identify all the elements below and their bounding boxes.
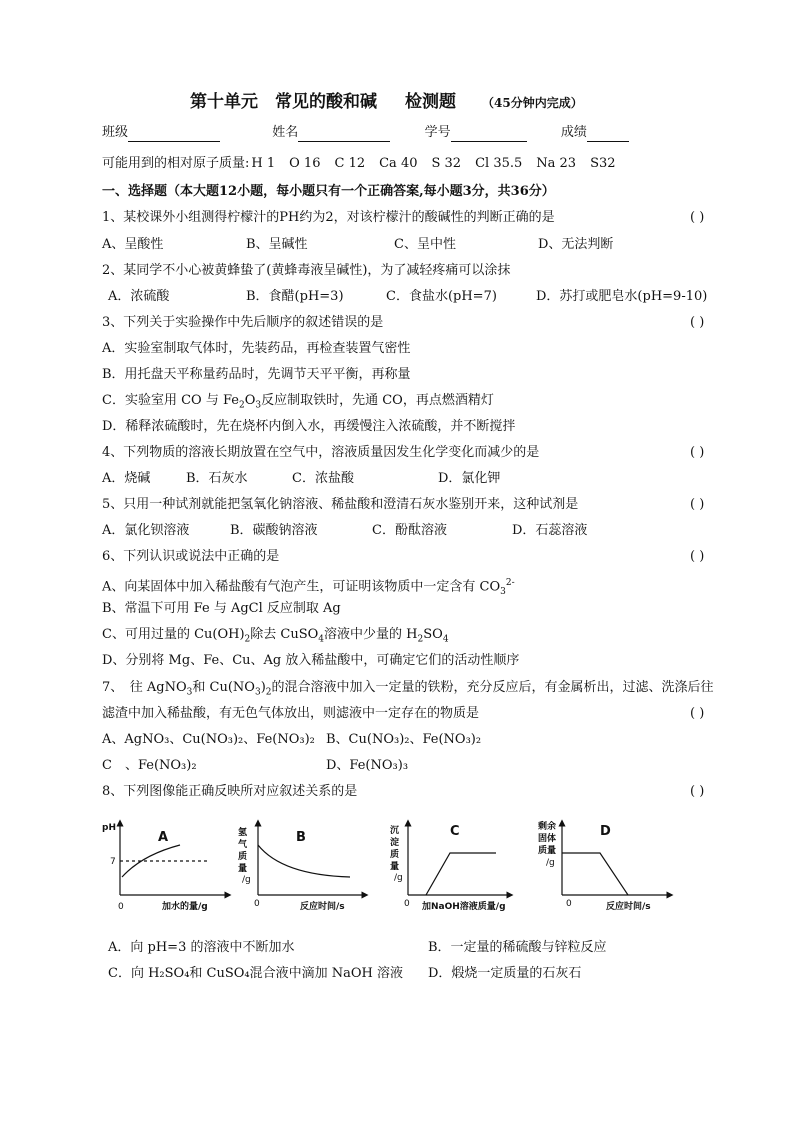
q3-c-sub-1: 2 [238,400,245,411]
q7-text-2: 和 Cu(NO [192,680,255,695]
atomic-mass-o: O 16 [289,156,321,171]
q4-option-b[interactable]: B．石灰水 [186,471,248,486]
atomic-mass-c: C 12 [334,156,366,171]
atomic-mass-ca: Ca 40 [379,156,418,171]
q3-option-d[interactable]: D．稀释浓硫酸时，先在烧杯内倒入水，再缓慢注入浓硫酸，并不断搅拌 [102,419,516,434]
q6-stem: 6、下列认识或说法中正确的是 [102,549,280,564]
graph-b-x-label: 反应时间/s [300,902,345,912]
name-label: 姓名 [272,125,299,140]
number-label: 学号 [424,125,451,140]
q3-c-sub-2: 3 [255,400,262,411]
graph-c-y-label-1: 沉 [390,826,400,836]
q6-option-d[interactable]: D、分别将 Mg、Fe、Cu、Ag 放入稀盐酸中，可确定它们的活动性顺序 [102,653,520,668]
q4-option-d[interactable]: D．氯化钾 [438,471,501,486]
graph-a-y-label: pH [102,823,116,833]
q8-answer-blank[interactable]: ( ) [690,784,705,799]
graph-b-y-label-4: 量 [238,864,248,874]
q6-a-sup: 2- [505,578,515,588]
q3-c-text-2: O [244,393,256,408]
q1-option-c[interactable]: C、呈中性 [394,237,456,252]
title-tail: 检测题 [405,92,456,112]
atomic-mass-s2: S32 [590,156,616,171]
graph-a [120,823,228,895]
q8-option-d[interactable]: D．煅烧一定质量的石灰石 [428,966,582,981]
q7-answer-blank[interactable]: ( ) [690,706,705,721]
q3-answer-blank[interactable]: ( ) [690,315,705,330]
q7-sub-1: 3 [186,687,193,698]
q2-option-a[interactable]: A．浓硫酸 [108,289,170,304]
graph-c-y-label-3: 质 [390,850,400,860]
q6-c-text-2: 除去 CuSO [250,627,319,642]
q8-stem: 8、下列图像能正确反映所对应叙述关系的是 [102,784,358,799]
name-field[interactable] [298,127,390,142]
q2-option-d[interactable]: D．苏打或肥皂水(pH=9-10) [536,289,708,304]
graph-d-origin: 0 [566,899,572,909]
graph-d-y-label-2: 固体 [538,834,557,844]
q7-sub-3: 2 [265,687,272,698]
graph-c-line [426,853,496,895]
q3-option-c[interactable] [102,392,494,415]
q5-option-c[interactable]: C．酚酞溶液 [372,523,447,538]
q6-c-sub-4: 4 [442,634,449,645]
title-time-note: （45分钟内完成） [482,96,583,110]
q7-option-b[interactable]: B、Cu(NO₃)₂、Fe(NO₃)₂ [326,732,482,747]
page-title [190,87,583,112]
q1-option-a[interactable]: A、呈酸性 [102,237,164,252]
graph-a-tick-7: 7 [110,857,116,867]
q5-option-b[interactable]: B．碳酸钠溶液 [230,523,318,538]
q4-option-a[interactable]: A．烧碱 [102,471,151,486]
q7-text-3: ) [260,680,266,695]
q6-c-sub-2: 4 [318,634,325,645]
title-main: 第十单元 常见的酸和碱 [190,92,377,112]
q5-answer-blank[interactable]: ( ) [690,497,705,512]
graph-b-origin: 0 [254,899,260,909]
q6-c-text-3: 溶液中少量的 H [324,627,418,642]
graph-d-y-unit: /g [546,858,555,868]
graph-b-y-label-3: 质 [238,852,248,862]
q7-stem-line-1 [102,679,714,702]
q3-option-a[interactable]: A．实验室制取气体时，先装药品，再检查装置气密性 [102,341,411,356]
graph-b-y-unit: /g [242,875,251,885]
q1-option-d[interactable]: D、无法判断 [538,237,614,252]
q6-c-sub-3: 2 [417,634,424,645]
q3-c-text-1: C．实验室用 CO 与 Fe [102,393,239,408]
atomic-mass-h: H 1 [251,156,276,171]
q2-option-c[interactable]: C．食盐水(pH=7) [386,289,497,304]
graph-c-y-unit: /g [394,873,403,883]
atomic-mass-na: Na 23 [536,156,577,171]
q3-c-text-3: 反应制取铁时，先通 CO，再点燃酒精灯 [261,393,494,408]
atomic-mass-row [102,155,630,173]
q5-stem: 5、只用一种试剂就能把氢氧化钠溶液、稀盐酸和澄清石灰水鉴别开来，这种试剂是 [102,497,579,512]
q6-c-text-1: C、可用过量的 Cu(OH) [102,627,245,642]
q7-text-1: 7、 往 AgNO [102,680,187,695]
score-field[interactable] [587,127,629,142]
graph-b-letter: B [296,830,306,845]
q1-stem: 1、某校课外小组测得柠檬汁的PH约为2，对该柠檬汁的酸碱性的判断正确的是 [102,210,555,225]
q8-graphs [100,815,780,920]
graph-c-x-label: 加NaOH溶液质量/g [422,902,506,912]
q8-option-b[interactable]: B．一定量的稀硫酸与锌粒反应 [428,940,607,955]
q4-stem: 4、下列物质的溶液长期放置在空气中，溶液质量因发生化学变化而减少的是 [102,445,540,460]
graph-a-x-label: 加水的量/g [162,902,208,912]
atomic-mass-label: 可能用到的相对原子质量: [102,156,250,171]
q7-text-4: 的混合溶液中加入一定量的铁粉，充分反应后，有金属析出，过滤、洗涤后往 [271,680,714,695]
section-heading: 一、选择题（本大题12小题，每小题只有一个正确答案,每小题3分，共36分） [102,184,555,199]
q6-option-b[interactable]: B、常温下可用 Fe 与 AgCl 反应制取 Ag [102,601,341,616]
graph-b-curve [258,845,350,877]
q7-sub-2: 3 [254,687,261,698]
graph-b [258,823,365,895]
q3-stem: 3、下列关于实验操作中先后顺序的叙述错误的是 [102,315,384,330]
q5-option-a[interactable]: A．氯化钡溶液 [102,523,190,538]
q6-a-sub: 3 [500,586,506,597]
q6-c-sub-1: 2 [244,634,251,645]
graph-d-x-label: 反应时间/s [606,902,651,912]
graph-a-letter: A [158,830,169,845]
q6-option-c[interactable] [102,626,449,649]
q7-option-c[interactable]: C 、Fe(NO₃)₂ [102,758,197,773]
student-info-row [102,124,629,142]
q6-option-a[interactable] [102,574,515,601]
graph-c-y-label-2: 淀 [390,838,400,848]
q8-option-a[interactable]: A．向 pH=3 的溶液中不断加水 [108,940,295,955]
q1-option-b[interactable]: B、呈碱性 [246,237,308,252]
atomic-mass-s: S 32 [431,156,462,171]
score-label: 成绩 [560,125,587,140]
q6-a-text: A、向某固体中加入稀盐酸有气泡产生，可证明该物质中一定含有 CO [102,579,501,595]
q4-answer-blank[interactable]: ( ) [690,445,705,460]
graph-c-letter: C [450,824,460,839]
q2-option-b[interactable]: B．食醋(pH=3) [246,289,344,304]
q2-stem: 2、某同学不小心被黄蜂蛰了(黄蜂毒液呈碱性)，为了减轻疼痛可以涂抹 [102,263,511,278]
q4-option-c[interactable]: C．浓盐酸 [292,471,354,486]
q7-stem-line-2: 滤渣中加入稀盐酸，有无色气体放出，则滤液中一定存在的物质是 [102,706,480,721]
q1-answer-blank[interactable]: ( ) [690,210,705,225]
graph-c-y-label-4: 量 [390,862,400,872]
graph-b-y-label-2: 气 [238,840,248,850]
graph-d-y-label-3: 质量 [538,846,557,856]
graph-d-letter: D [600,824,611,839]
graph-b-y-label-1: 氢 [238,828,248,838]
atomic-mass-cl: Cl 35.5 [475,156,523,171]
graph-a-origin: 0 [118,902,124,912]
q6-answer-blank[interactable]: ( ) [690,549,705,564]
q6-c-text-4: SO [423,627,443,642]
q7-option-d[interactable]: D、Fe(NO₃)₃ [326,758,409,773]
q8-option-c[interactable]: C．向 H₂SO₄和 CuSO₄混合液中滴加 NaOH 溶液 [108,966,404,981]
q5-option-d[interactable]: D．石蕊溶液 [512,523,588,538]
class-field[interactable] [128,127,220,142]
graph-d-line [562,853,628,895]
q3-option-b[interactable]: B．用托盘天平称量药品时，先调节天平平衡，再称量 [102,367,411,382]
q7-option-a[interactable]: A、AgNO₃、Cu(NO₃)₂、Fe(NO₃)₂ [102,732,315,747]
graph-c-origin: 0 [404,899,410,909]
graph-d-y-label-1: 剩余 [538,822,557,832]
number-field[interactable] [451,127,527,142]
class-label: 班级 [102,125,129,140]
graph-d [562,823,670,895]
